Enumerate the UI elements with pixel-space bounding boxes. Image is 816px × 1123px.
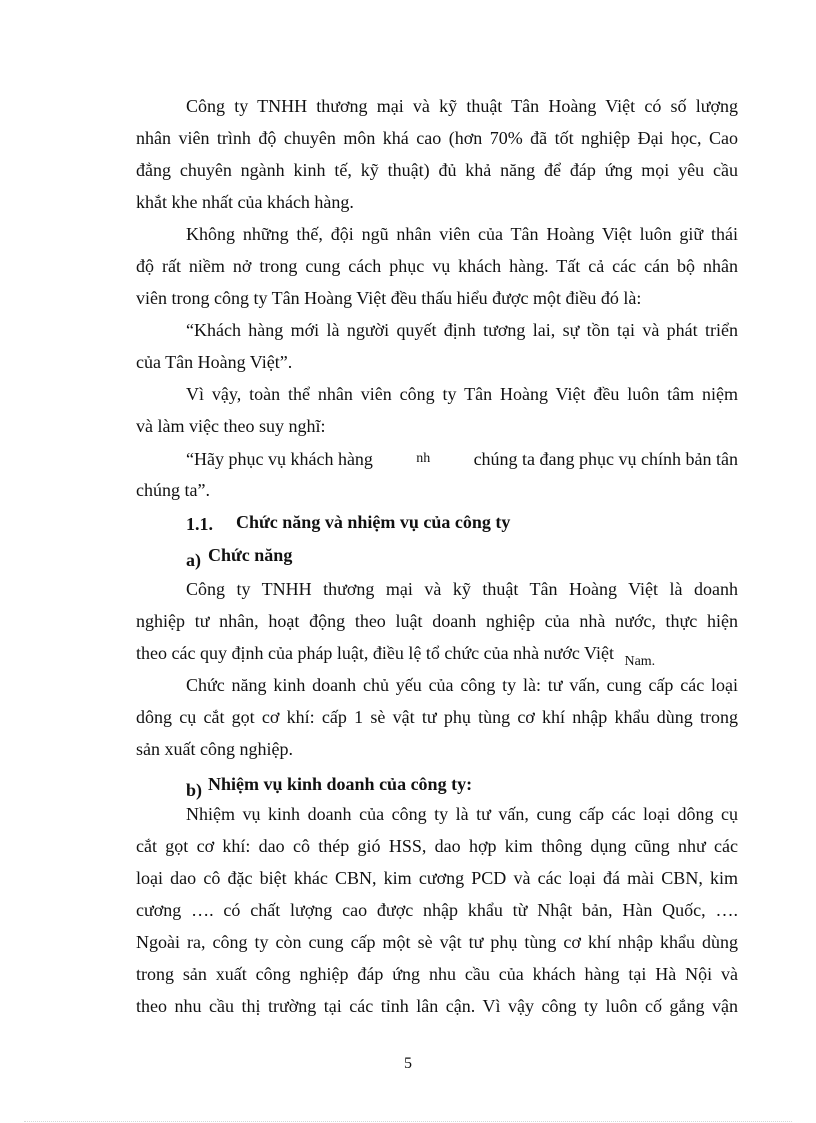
paragraph-6-line-3 xyxy=(136,641,738,674)
paragraph-1-line-4: khắt khe nhất của khách hàng. xyxy=(136,192,354,212)
paragraph-8-line-6: trong sản xuất công nghiệp đáp ứng nhu cầu của khách hàng tại Hà Nội và xyxy=(136,964,738,984)
paragraph-2-line-1: Không những thế, đội ngũ nhân viên của Tân Hoàng Việt luôn giữ thái xyxy=(186,224,738,244)
paragraph-8-line-7: theo nhu cầu thị trường tại các tỉnh lân cận. Vì vậy công ty luôn cố gắng vận xyxy=(136,996,738,1016)
paragraph-2-line-2: độ rất niềm nở trong cung cách phục vụ khách hàng. Tất cả các cán bộ nhân xyxy=(136,256,738,276)
paragraph-8-line-4: cương …. có chất lượng cao được nhập khẩu từ Nhật bản, Hàn Quốc, …. xyxy=(136,900,738,920)
paragraph-8-line-2: cắt gọt cơ khí: dao cô thép gió HSS, dao hợp kim thông dụng cũng như các xyxy=(136,836,738,856)
subsection-b-title: Nhiệm vụ kinh doanh của công ty: xyxy=(208,774,473,794)
paragraph-6-line-3-text: theo các quy định của pháp luật, điều lệ tổ chức của nhà nước Việt xyxy=(136,643,614,663)
subsection-b-label: b) xyxy=(186,780,203,800)
paragraph-7-line-1: Chức năng kinh doanh chủ yếu của công ty là: tư vấn, cung cấp các loại xyxy=(186,675,738,695)
paragraph-6-line-3-tail: Nam. xyxy=(624,654,656,669)
paragraph-1-line-3: đẳng chuyên ngành kinh tế, kỹ thuật) đủ khả năng để đáp ứng mọi yêu cầu xyxy=(136,160,738,180)
paragraph-1-line-2: nhân viên trình độ chuyên môn khá cao (hơn 70% đã tốt nghiệp Đại học, Cao xyxy=(136,128,738,148)
quote-2-part-c: chúng ta đang phục vụ chính bản tân xyxy=(473,449,738,469)
page-number: 5 xyxy=(404,1055,412,1072)
paragraph-7-line-2: dông cụ cắt gọt cơ khí: cấp 1 sè vật tư phụ tùng cơ khí nhập khẩu dùng trong xyxy=(136,707,738,727)
subsection-a-label: a) xyxy=(186,550,201,570)
quote-2-line-1 xyxy=(186,447,738,471)
quote-2-part-b: nh xyxy=(416,451,431,466)
paragraph-4-line-2: và làm việc theo suy nghĩ: xyxy=(136,416,326,436)
paragraph-7-line-3: sản xuất công nghiệp. xyxy=(136,739,293,759)
page-bottom-rule xyxy=(24,1121,792,1122)
paragraph-8-line-1: Nhiệm vụ kinh doanh của công ty là tư vấn, cung cấp các loại dông cụ xyxy=(186,804,738,824)
quote-2-line-2: chúng ta”. xyxy=(136,480,210,500)
subsection-a-title: Chức năng xyxy=(208,545,293,565)
paragraph-4-line-1: Vì vậy, toàn thể nhân viên công ty Tân Hoàng Việt đều luôn tâm niệm xyxy=(186,384,738,404)
paragraph-8-line-3: loại dao cô đặc biệt khác CBN, kim cương PCD và các loại đá mài CBN, kim xyxy=(136,868,738,888)
quote-1-line-2: của Tân Hoàng Việt”. xyxy=(136,352,293,372)
paragraph-1-line-1: Công ty TNHH thương mại và kỹ thuật Tân Hoàng Việt có số lượng xyxy=(186,96,738,116)
section-title: Chức năng và nhiệm vụ của công ty xyxy=(236,512,511,532)
quote-1-line-1: “Khách hàng mới là người quyết định tương lai, sự tồn tại và phát triển xyxy=(186,320,738,340)
paragraph-6-line-2: nghiệp tư nhân, hoạt động theo luật doanh nghiệp của nhà nước, thực hiện xyxy=(136,611,738,631)
section-number: 1.1. xyxy=(186,514,213,534)
quote-2-part-a: “Hãy phục vụ khách hàng xyxy=(186,449,373,469)
paragraph-6-line-1: Công ty TNHH thương mại và kỹ thuật Tân Hoàng Việt là doanh xyxy=(186,579,738,599)
paragraph-2-line-3: viên trong công ty Tân Hoàng Việt đều thấu hiểu được một điều đó là: xyxy=(136,288,642,308)
paragraph-8-line-5: Ngoài ra, công ty còn cung cấp một sè vật tư phụ tùng cơ khí nhập khẩu dùng xyxy=(136,932,738,952)
